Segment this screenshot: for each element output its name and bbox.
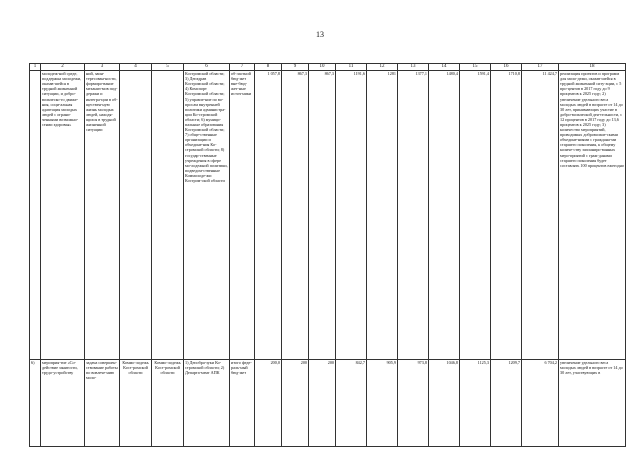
value-total: 6 704,2	[522, 359, 559, 446]
table-row	[30, 359, 626, 446]
header-cell: 8	[255, 64, 282, 71]
value-2018: 867,3	[282, 71, 309, 360]
value-2022: 973,8	[398, 359, 429, 446]
responsible-executor: Коммо-лодежь Кост-ромской области	[120, 359, 152, 446]
measure-name: молодеж-ной среде, поддержка молодежи, оказав-шейся в трудной жизненной ситуации, и добро-вольческо-го движе-ния, соци-альная адаптация молодых людей с ограни-ченными возможно-стями здоровья»	[41, 71, 85, 360]
participants-list: 1) Депобра-зуки Ко-стромской области; 2) Департа-мент АПК	[184, 359, 230, 446]
header-cell: 18	[559, 64, 626, 71]
header-cell: 4	[120, 64, 152, 71]
header-cell: 5	[152, 64, 184, 71]
header-cell: 15	[460, 64, 491, 71]
header-cell: 10	[309, 64, 336, 71]
value-2019: 867,3	[309, 71, 336, 360]
header-cell: 2	[41, 64, 85, 71]
value-2020: 1191,6	[336, 71, 367, 360]
funding-source: об-ластной бюд-жет вне-бюд-жет-ные источ-ники	[230, 71, 255, 360]
header-row	[30, 64, 626, 71]
task-text: ний, заин-тересован-ности, формиро-вание механиз-мов под-держки и интегра-ции в об-ществен-ную жизнь молодых людей, находя-щихся в трудной жизненной ситуации	[85, 71, 120, 360]
header-cell: 9	[282, 64, 309, 71]
header-cell: 7	[230, 64, 255, 71]
co-executor: Коммо-лодежь Кост-ромской области	[152, 359, 184, 446]
value-2023: 1046,8	[429, 359, 460, 446]
header-cell: 12	[367, 64, 398, 71]
header-cell: 13	[398, 64, 429, 71]
value-2025: 1209,7	[491, 359, 522, 446]
value-2023: 1480,4	[429, 71, 460, 360]
responsible-executor	[120, 71, 152, 360]
value-total: 11 424,7	[522, 71, 559, 360]
participants-list: Костромской области; 3) Депздрав Костромской области; 4) Комспорт Костромской области; 5) управле-ние по во-просам внутренней политики администра-ции Ко-стромской области; 6) муници-пальные образования Костромской области; 7) обще-ственные организации и объедине-ния Ко-стромской области; 8) государ-ственные учреждения в сфере мо-лодежной политики, подведом-ственные Коммолоде-жи Костром-ской области	[184, 71, 230, 360]
value-2018: 200	[282, 359, 309, 446]
table-row	[30, 71, 626, 360]
header-cell: 16	[491, 64, 522, 71]
co-executor	[152, 71, 184, 360]
value-2020: 842,7	[336, 359, 367, 446]
value-2021: 905,9	[367, 359, 398, 446]
value-2022: 1377,1	[398, 71, 429, 360]
value-2021: 1281	[367, 71, 398, 360]
value-2024: 1591,4	[460, 71, 491, 360]
task-text: задача совершен-ствование работы по вовлече-нию моло-	[85, 359, 120, 446]
measure-name: мероприя-тие «Со-действие занятости, трудо-устройству	[41, 359, 85, 446]
value-2025: 1710,8	[491, 71, 522, 360]
value-2024: 1125,3	[460, 359, 491, 446]
row-number	[30, 71, 41, 360]
value-2017: 200,0	[255, 359, 282, 446]
program-table	[29, 63, 626, 447]
value-2017: 1 057,8	[255, 71, 282, 360]
funding-source: итого феде-раль-ный бюд-жет	[230, 359, 255, 446]
value-2019: 200	[309, 359, 336, 446]
header-cell: 3	[85, 64, 120, 71]
row-number: 6)	[30, 359, 41, 446]
expected-results: реализация проектов и программ для моло-дежи, оказав-шейся в трудной жизненной ситу-ации, с 5 про-центов в 2017 году до 9 процентов к 2025 году; 2) увеличение удельного веса молодых людей в возрасте от 14 до 30 лет, принимающих участие в добро-вольческой дея-тельности, с 12 процентов в 2017 году до 13,6 процентов к 2025 году; 3) количество мероприятий, проводимых добровольче-скими объедине-ниями с граждана-ми старшего поколения, к общему количе-ству запланиро-ванных меро-приятий с граж-данами старшего поколения будет составлять 100 процентов ежегодно	[559, 71, 626, 360]
header-cell: 6	[184, 64, 230, 71]
header-cell: 17	[522, 64, 559, 71]
header-cell: 11	[336, 64, 367, 71]
header-cell: 14	[429, 64, 460, 71]
header-cell: 1	[30, 64, 41, 71]
page-number: 13	[316, 30, 324, 39]
expected-results: увеличение удельного веса молодых людей в возрасте от 14 до 30 лет, участвующих в	[559, 359, 626, 446]
